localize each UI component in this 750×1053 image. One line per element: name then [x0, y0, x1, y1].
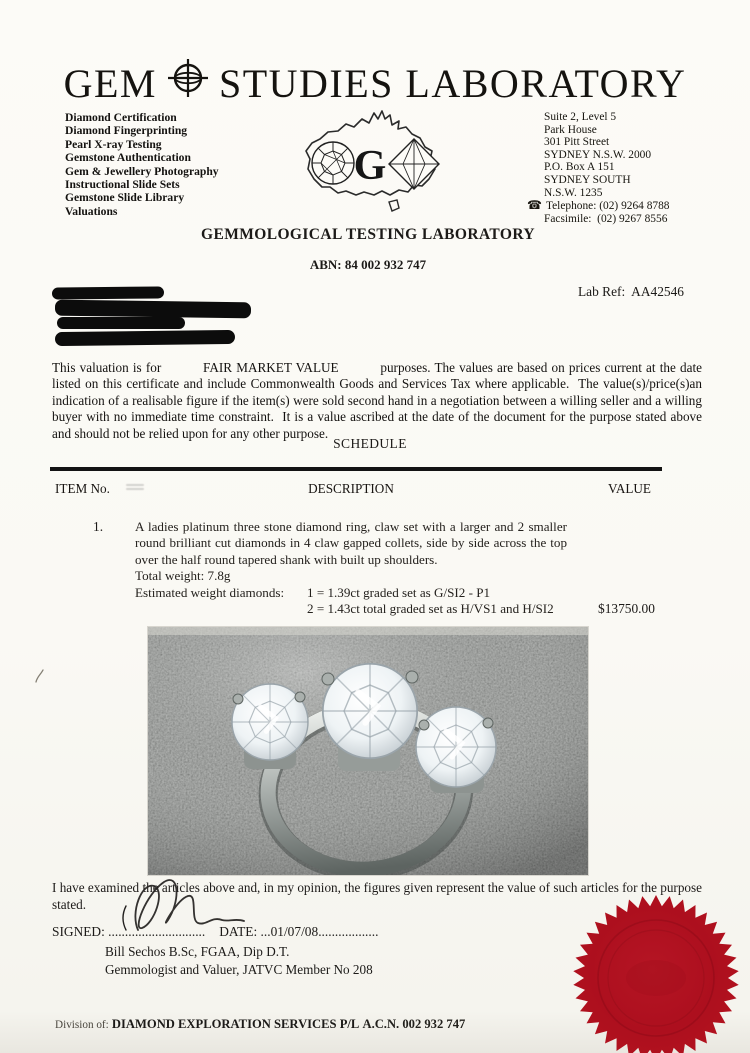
service-item: Instructional Slide Sets: [65, 178, 180, 192]
service-item: Pearl X-ray Testing: [65, 137, 162, 151]
address-line: N.S.W. 1235: [544, 186, 603, 199]
redaction-bar: [57, 317, 185, 329]
division-company: DIAMOND EXPLORATION SERVICES P/L: [111, 1017, 360, 1031]
stray-pen-mark: [34, 668, 46, 689]
closing-statement: I have examined the articles above and, in my opinion, the figures given represent the value of such articles for the purpose stated.: [52, 880, 702, 912]
telephone-line: Telephone: (02) 9264 8788: [545, 200, 670, 213]
est-line-2: 2 = 1.43ct total graded set as H/VS1 and H/SI2: [307, 601, 554, 617]
item-number: 1.: [93, 519, 104, 534]
address-line: SYDNEY N.S.W. 2000: [544, 148, 652, 161]
service-item: Gemstone Slide Library: [65, 191, 185, 205]
address-line: SYDNEY SOUTH: [544, 173, 631, 186]
schedule-title: SCHEDULE: [333, 436, 407, 451]
service-item: Gemstone Authentication: [65, 151, 191, 165]
service-item: Diamond Fingerprinting: [65, 124, 188, 138]
redaction-bar: [55, 300, 251, 319]
service-item: Gem & Jewellery Photography: [65, 164, 219, 178]
address-line: Suite 2, Level 5: [544, 111, 617, 123]
item-description: A ladies platinum three stone diamond ring, claw set with a larger and 2 smaller round brilliant cut diamonds in 4 claw gapped collets, side by side across the top over the half round tapered shank with built up shoulders.: [135, 519, 567, 567]
telephone-icon: ☎: [527, 198, 542, 213]
services-list: [65, 111, 219, 218]
address-line: P.O. Box A 151: [544, 161, 615, 174]
title-gem: GEM: [63, 60, 157, 106]
round-brilliant-icon: [312, 142, 354, 184]
division-acn: A.C.N. 002 932 747: [362, 1017, 466, 1031]
est-line-1: 1 = 1.39ct graded set as G/SI2 - P1: [307, 584, 491, 600]
signed-date-row: [52, 924, 378, 940]
date-label: DATE: ...01/07/08..................: [219, 924, 379, 939]
item-description-block: [135, 519, 567, 617]
signed-label: SIGNED: .............................: [52, 924, 206, 939]
valuation-paragraph: This valuation is for FAIR MARKET VALUE purposes. The values are based on prices current at the date listed on this certificate and include Commonwealth Goods and Services Tax where applicable. The value(s)/price(s)an indication of a realisable figure if the item(s) were sold second hand in a negotiation between a willing seller and a willing buyer with no immediate time constraint. It is a value ascribed at the date of the document for the purpose stated above and should not be relied upon for any other purpose.: [52, 360, 702, 441]
service-item: Diamond Certification: [65, 111, 177, 124]
svg-text:G: G: [353, 143, 387, 189]
address-line: 301 Pitt Street: [544, 136, 610, 149]
column-header-value: VALUE: [608, 481, 651, 496]
globe-crosshair-icon: [166, 56, 210, 110]
address-block: [527, 111, 669, 225]
item-total-weight: Total weight: 7.8g: [135, 568, 231, 584]
valuer-credentials: Gemmologist and Valuer, JATVC Member No 208: [105, 962, 373, 977]
australia-map-diamonds-G-logo: [283, 106, 459, 219]
redaction-bar: [52, 286, 164, 299]
lab-subtitle: GEMMOLOGICAL TESTING LABORATORY: [201, 226, 535, 243]
division-prefix: Division of:: [55, 1019, 109, 1031]
column-header-item-no: ITEM No.: [55, 481, 110, 496]
item-estimated-weights: [135, 585, 567, 618]
ring-photo: [148, 627, 588, 875]
lab-ref: Lab Ref: AA42546: [578, 284, 684, 299]
page-title: [0, 56, 750, 110]
facsimile-line: Facsimile: (02) 9267 8556: [544, 212, 668, 225]
schedule-rule: [50, 467, 662, 471]
est-label: Estimated weight diamonds:: [135, 584, 285, 600]
valuer-name: Bill Sechos B.Sc, FGAA, Dip D.T.: [105, 944, 290, 959]
red-seal: [571, 893, 741, 1053]
address-line: Park House: [544, 123, 597, 136]
column-header-description: DESCRIPTION: [308, 481, 394, 496]
title-rest: STUDIES LABORATORY: [218, 60, 687, 106]
abn-line: ABN: 84 002 932 747: [309, 257, 427, 272]
service-item: Valuations: [65, 204, 118, 218]
division-line: [55, 1017, 465, 1032]
redaction-bar: [55, 330, 235, 346]
octahedron-diamond-icon: [389, 139, 439, 189]
item-value: $13750.00: [598, 601, 655, 616]
